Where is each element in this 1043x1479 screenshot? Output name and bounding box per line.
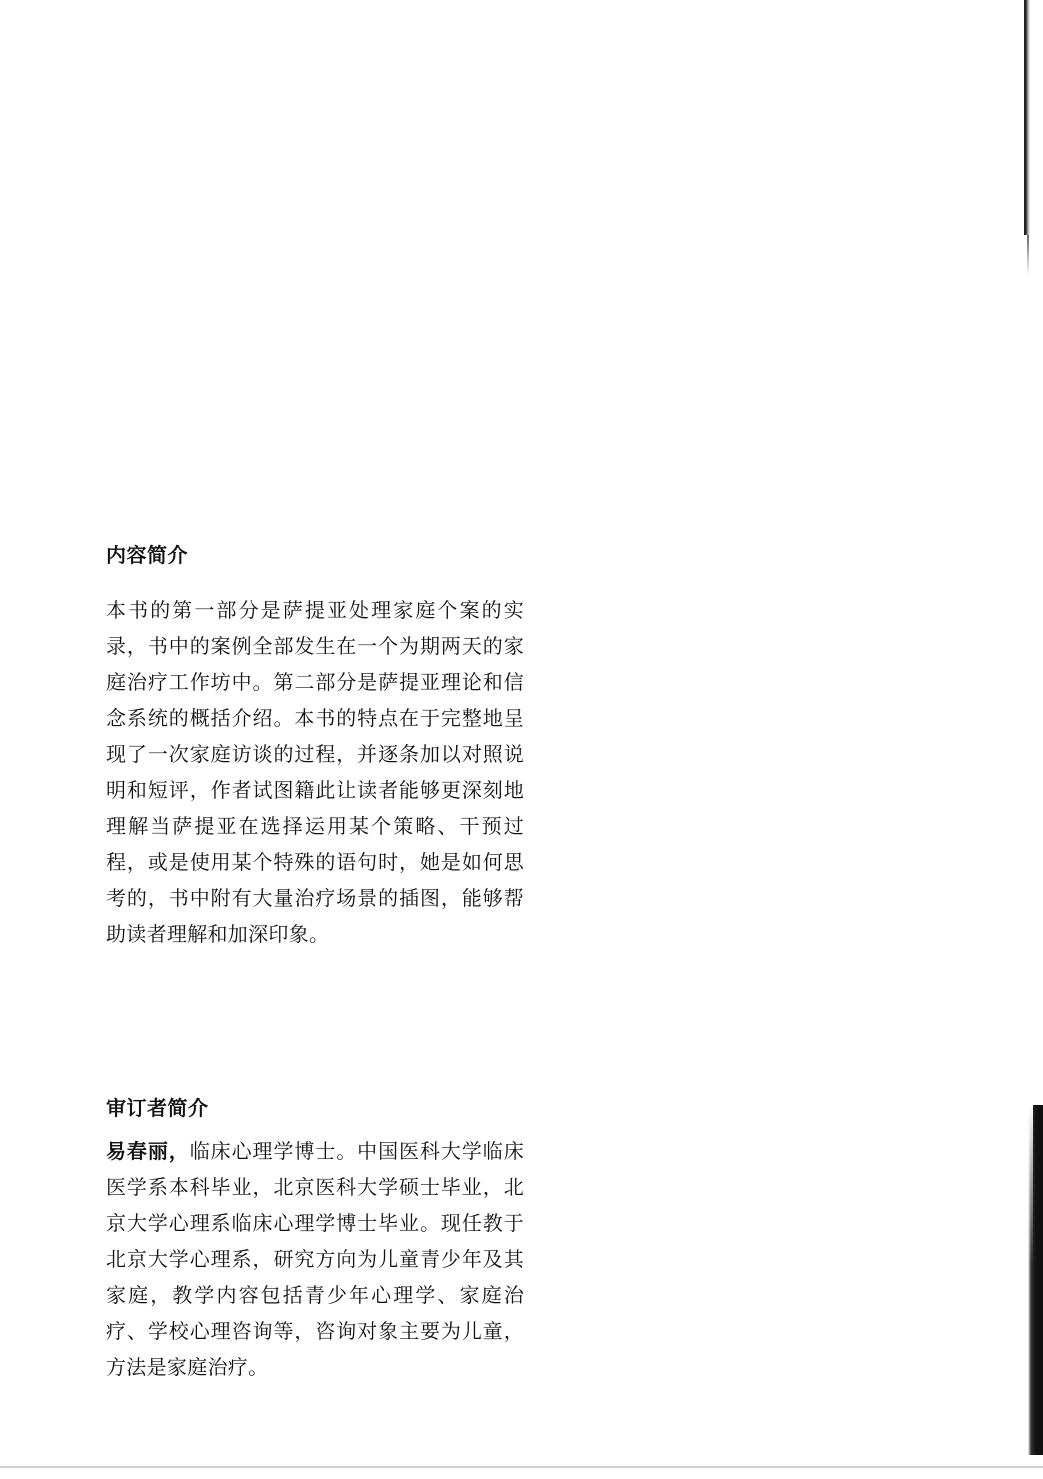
- content-intro-section: [106, 540, 536, 952]
- scan-binding-edge-bottom-fade: [1028, 1105, 1033, 1265]
- reviewer-intro-title: 审订者简介: [106, 1096, 209, 1120]
- reviewer-intro-body: 临床心理学博士。中国医科大学临床医学系本科毕业，北京医科大学硕士毕业，北京大学心理系临床心理学博士毕业。现任教于北京大学心理系，研究方向为儿童青少年及其家庭，教学内容包括青少年心理学、家庭治疗、学校心理咨询等，咨询对象主要为儿童，方法是家庭治疗。: [106, 1139, 524, 1379]
- reviewer-intro-paragraph: [106, 1133, 524, 1385]
- reviewer-name: 易春丽，: [106, 1139, 190, 1163]
- reviewer-intro-section: [106, 1093, 536, 1385]
- content-intro-body: 本书的第一部分是萨提亚处理家庭个案的实录，书中的案例全部发生在一个为期两天的家庭治疗工作坊中。第二部分是萨提亚理论和信念系统的概括介绍。本书的特点在于完整地呈现了一次家庭访谈的过程，并逐条加以对照说明和短评，作者试图籍此让读者能够更深刻地理解当萨提亚在选择运用某个策略、干预过程，或是使用某个特殊的语句时，她是如何思考的，书中附有大量治疗场景的插图，能够帮助读者理解和加深印象。: [106, 598, 524, 946]
- content-intro-title: 内容简介: [106, 543, 188, 567]
- scan-bottom-edge: [0, 1466, 1043, 1468]
- scan-binding-edge-top-fade: [1027, 235, 1029, 275]
- scan-binding-edge-top: [1024, 0, 1030, 235]
